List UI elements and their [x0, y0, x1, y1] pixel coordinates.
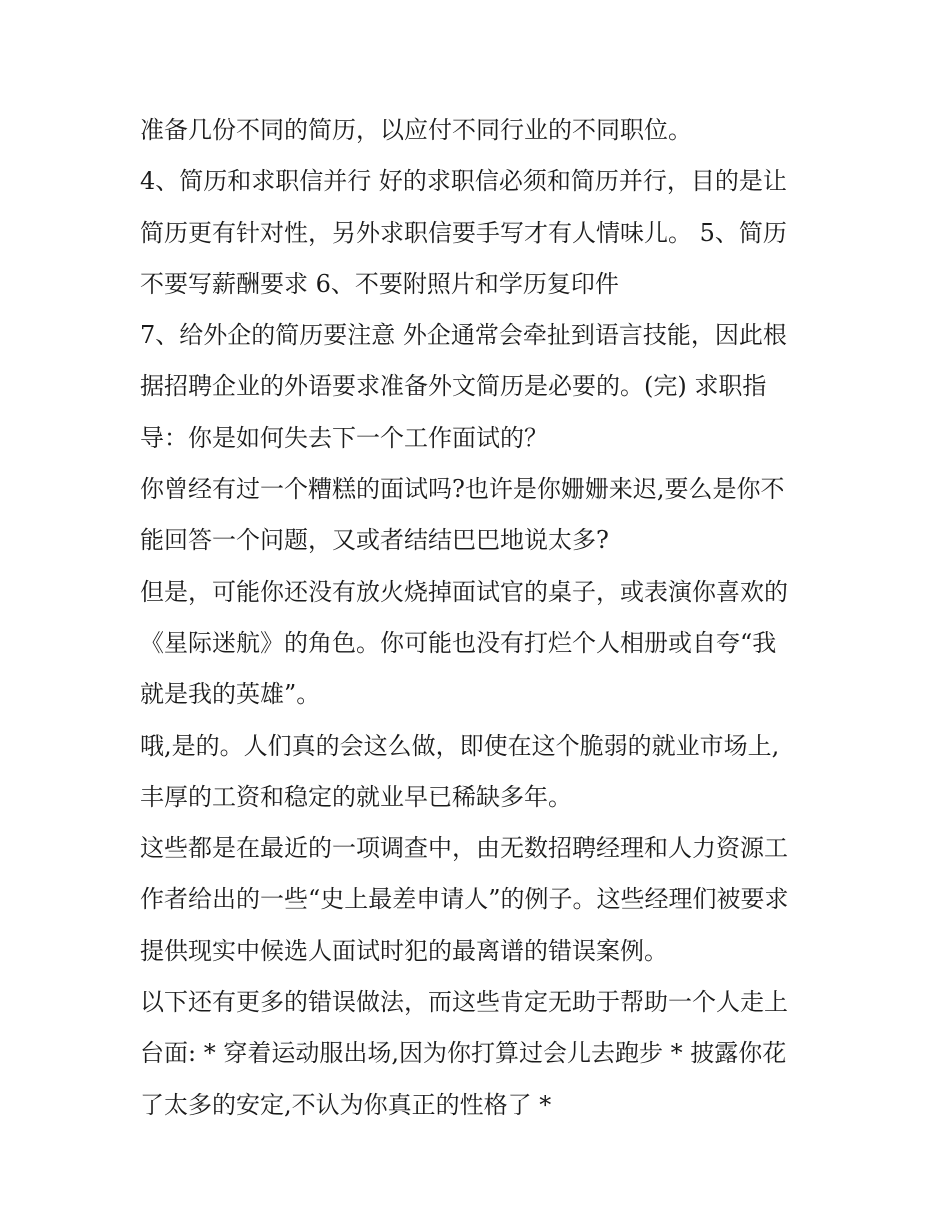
document-body	[140, 105, 820, 1131]
text-line: 台面: * 穿着运动服出场,因为你打算过会儿去跑步 * 披露你花	[140, 1039, 787, 1068]
text-line: 《星际迷航》的角色。你可能也没有打烂个人相册或自夸“我	[140, 628, 777, 657]
text-line: 你曾经有过一个糟糕的面试吗?也许是你姗姗来迟,要么是你不	[140, 475, 785, 504]
text-line: 7、给外企的简历要注意 外企通常会牵扯到语言技能，因此根	[140, 321, 787, 350]
text-line: 这些都是在最近的一项调查中，由无数招聘经理和人力资源工	[140, 834, 788, 863]
text-line: 就是我的英雄”。	[140, 680, 321, 709]
text-line: 哦,是的。人们真的会这么做，即使在这个脆弱的就业市场上,	[140, 731, 780, 760]
text-line: 提供现实中候选人面试时犯的最离谱的错误案例。	[140, 936, 668, 965]
text-line: 导：你是如何失去下一个工作面试的？	[140, 423, 548, 452]
text-line: 了太多的安定,不认为你真正的性格了 *	[140, 1090, 552, 1119]
text-line: 简历更有针对性，另外求职信要手写才有人情味儿。 5、简历	[140, 218, 787, 247]
text-line: 但是，可能你还没有放火烧掉面试官的桌子，或表演你喜欢的	[140, 577, 788, 606]
text-line: 4、简历和求职信并行 好的求职信必须和简历并行，目的是让	[140, 167, 787, 196]
text-line: 据招聘企业的外语要求准备外文简历是必要的。(完) 求职指	[140, 372, 767, 401]
text-line: 不要写薪酬要求 6、不要附照片和学历复印件	[140, 269, 619, 298]
text-line: 准备几份不同的简历，以应付不同行业的不同职位。	[140, 116, 692, 144]
text-line: 丰厚的工资和稳定的就业早已稀缺多年。	[140, 782, 572, 811]
text-line: 以下还有更多的错误做法，而这些肯定无助于帮助一个人走上	[140, 988, 788, 1017]
text-line: 能回答一个问题，又或者结结巴巴地说太多?	[140, 526, 609, 555]
text-line: 作者给出的一些“史上最差申请人”的例子。这些经理们被要求	[140, 885, 789, 914]
